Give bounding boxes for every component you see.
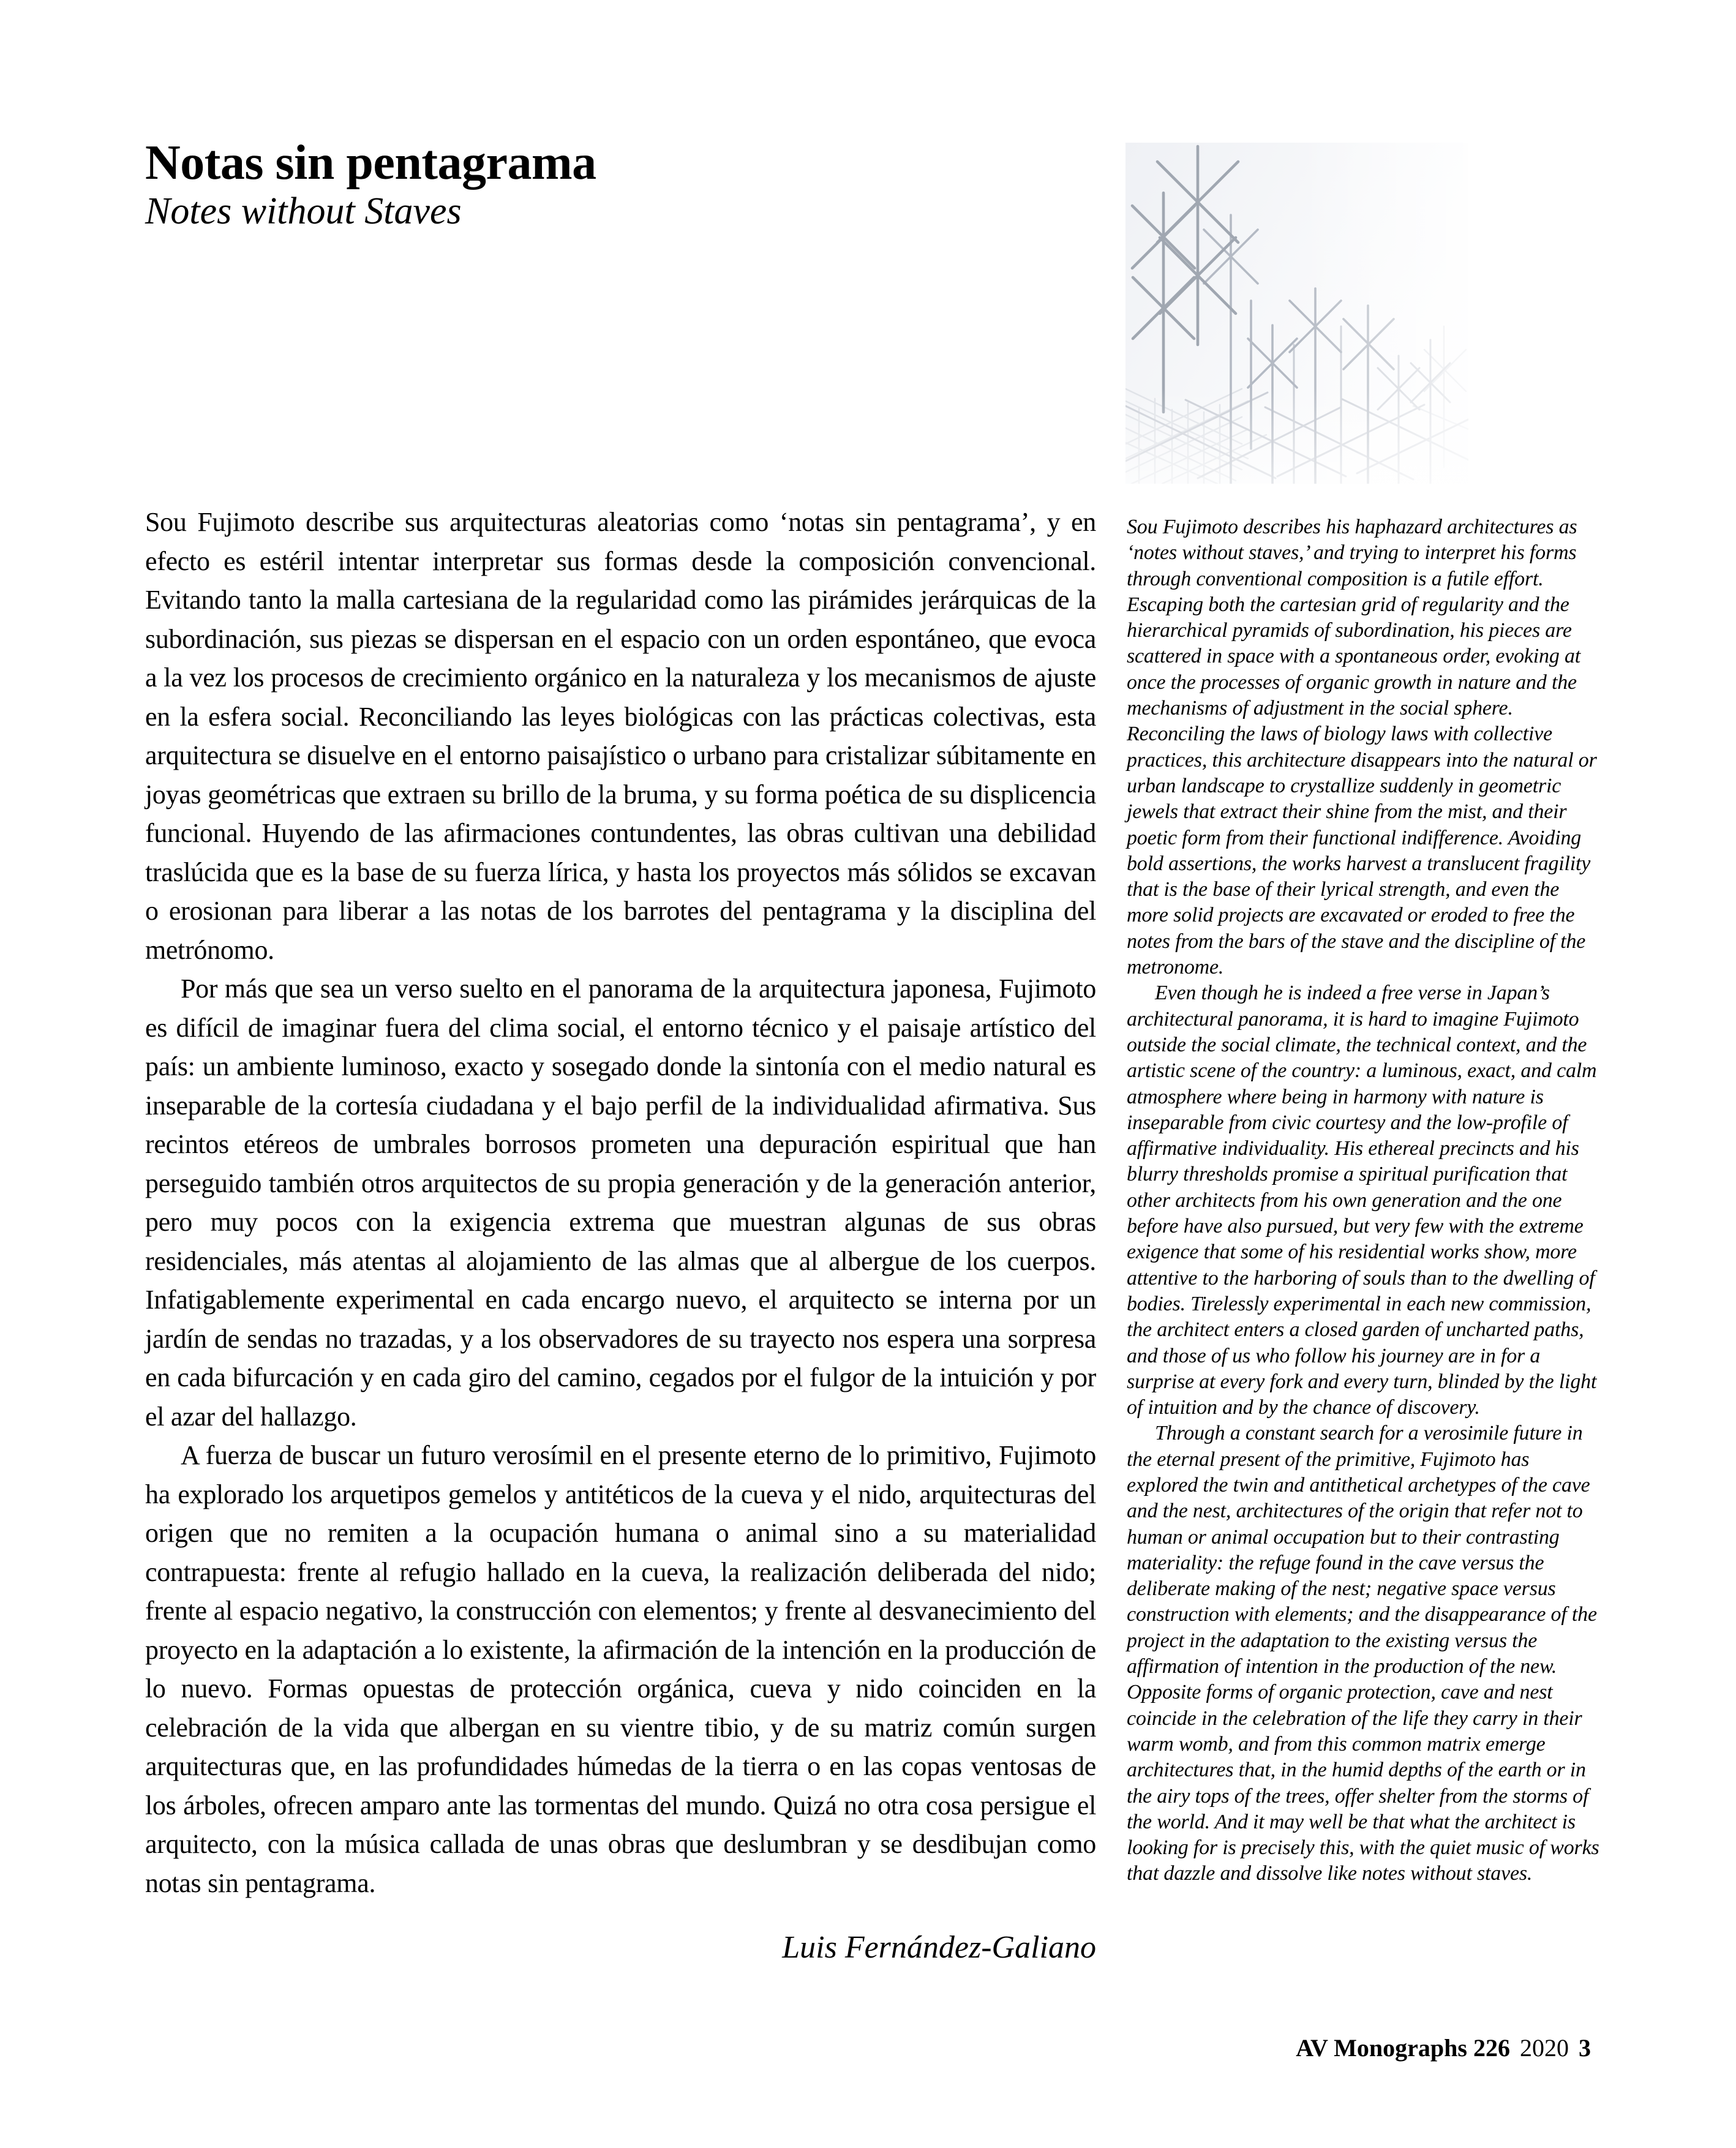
english-paragraph-1: Sou Fujimoto describes his haphazard architectures as ‘notes without staves,’ and trying to interpret his forms through conventional composition is a futile effort. Escaping both the cartesian grid of regularity and the hierarchical pyramids of subordination, his pieces are scattered in space with a spontaneous order, evoking at once the processes of organic growth in nature and the mechanisms of adjustment in the social sphere. Reconciling the laws of biology laws with collective practices, this architecture disappears into the natural or urban landscape to crystallize suddenly in geometric jewels that extract their shine from the mist, and their poetic form from their functional indifference. Avoiding bold assertions, the works harvest a translucent fragility that is the base of their lyrical strength, and even the more solid projects are excavated or eroded to free the notes from the bars of the stave and the discipline of the metronome.	[1127, 516, 1597, 979]
spanish-paragraph-3: A fuerza de buscar un futuro verosímil en el presente eterno de lo primitivo, Fujimoto ha explorado los arquetipos gemelos y antitéticos de la cueva y el nido, arquitecturas del origen que no remiten a la ocupación humana o animal sino a su materialidad contrapuesta: frente al refugio hallado en la cueva, la realización deliberada del nido; frente al espacio negativo, la construcción con elementos; y frente al desvanecimiento del proyecto en la adaptación a lo existente, la afirmación de la intención en la producción de lo nuevo. Formas opuestas de protección orgánica, cueva y nido coinciden en la celebración de la vida que albergan en su vientre tibio, y de su matriz común surgen arquitecturas que, en las profundidades húmedas de la tierra o en las copas ventosas de los árboles, ofrecen amparo ante las tormentas del mundo. Quizá no otra cosa persigue el arquitecto, con la música callada de unas obras que deslumbran y se desdibujan como notas sin pentagrama.	[145, 1440, 1096, 1898]
page-subtitle: Notes without Staves	[145, 190, 462, 232]
article-english-translation	[1127, 514, 1601, 1887]
page-number: 3	[1579, 2034, 1591, 2062]
author-byline: Luis Fernández-Galiano	[782, 1930, 1096, 1965]
title-block	[145, 136, 596, 233]
publication-year: 2020	[1520, 2034, 1569, 2062]
spanish-paragraph-2: Por más que sea un verso suelto en el panorama de la arquitectura japonesa, Fujimoto es difícil de imaginar fuera del clima social, el entorno técnico y el paisaje artístico del país: un ambiente luminoso, exacto y sosegado donde la sintonía con el medio natural es inseparable de la cortesía ciudadana y el bajo perfil de la individualidad afirmativa. Sus recintos etéreos de umbrales borrosos prometen una depuración espiritual que han perseguido también otros arquitectos de su propia generación y de la generación anterior, pero muy pocos con la exigencia extrema que muestran algunas de sus obras residenciales, más atentas al alojamiento de las almas que al albergue de los cuerpos. Infatigablemente experimental en cada encargo nuevo, el arquitecto se interna por un jardín de sendas no trazadas, y a los observadores de su trayecto nos espera una sorpresa en cada bifurcación y en cada giro del camino, cegados por el fulgor de la intuición y por el azar del hallazgo.	[145, 974, 1096, 1432]
lattice-structure-graphic	[1125, 143, 1468, 484]
architecture-photo	[1125, 143, 1468, 484]
article-spanish	[145, 503, 1096, 1966]
spanish-paragraph-1: Sou Fujimoto describe sus arquitecturas aleatorias como ‘notas sin pentagrama’, y en efecto es estéril intentar interpretar sus formas desde la composición convencional. Evitando tanto la malla cartesiana de la regularidad como las pirámides jerárquicas de la subordinación, sus piezas se dispersan en el espacio con un orden espontáneo, que evoca a la vez los procesos de crecimiento orgánico en la naturaleza y los mecanismos de ajuste en la esfera social. Reconciliando las leyes biológicas con las prácticas colectivas, esta arquitectura se disuelve en el entorno paisajístico o urbano para cristalizar súbitamente en joyas geométricas que extraen su brillo de la bruma, y su forma poética de su displicencia funcional. Huyendo de las afirmaciones contundentes, las obras cultivan una debilidad traslúcida que es la base de su fuerza lírica, y hasta los proyectos más sólidos se excavan o erosionan para liberar a las notas de los barrotes del pentagrama y la disciplina del metrónomo.	[145, 507, 1096, 965]
english-paragraph-3: Through a constant search for a verosimile future in the eternal present of the primitive, Fujimoto has explored the twin and antithetical archetypes of the cave and the nest, architectures of the origin that refer not to human or animal occupation but to their contrasting materiality: the refuge found in the cave versus the deliberate making of the nest; negative space versus construction with elements; and the disappearance of the project in the adaptation to the existing versus the affirmation of intention in the production of the new. Opposite forms of organic protection, cave and nest coincide in the celebration of the life they carry in their warm womb, and from this common matrix emerge architectures that, in the humid depths of the earth or in the airy tops of the trees, offer shelter from the storms of the world. And it may well be that what the architect is looking for is precisely this, with the quiet music of works that dazzle and dissolve like notes without staves.	[1127, 1422, 1599, 1885]
page-footer	[145, 2034, 1591, 2062]
page-title: Notas sin pentagrama	[145, 136, 596, 190]
publication-name: AV Monographs 226	[1296, 2034, 1510, 2062]
english-paragraph-2: Even though he is indeed a free verse in Japan’s architectural panorama, it is hard to imagine Fujimoto outside the social climate, the technical context, and the artistic scene of the country: a luminous, exact, and calm atmosphere where being in harmony with nature is inseparable from civic courtesy and the low-profile of affirmative individuality. His ethereal precincts and his blurry thresholds promise a spiritual purification that other architects from his own generation and the one before have also pursued, but very few with the extreme exigence that some of his residential works show, more attentive to the harboring of souls than to the dwelling of bodies. Tirelessly experimental in each new commission, the architect enters a closed garden of uncharted paths, and those of us who follow his journey are in for a surprise at every fork and every turn, blinded by the light of intuition and by the chance of discovery.	[1127, 982, 1597, 1419]
